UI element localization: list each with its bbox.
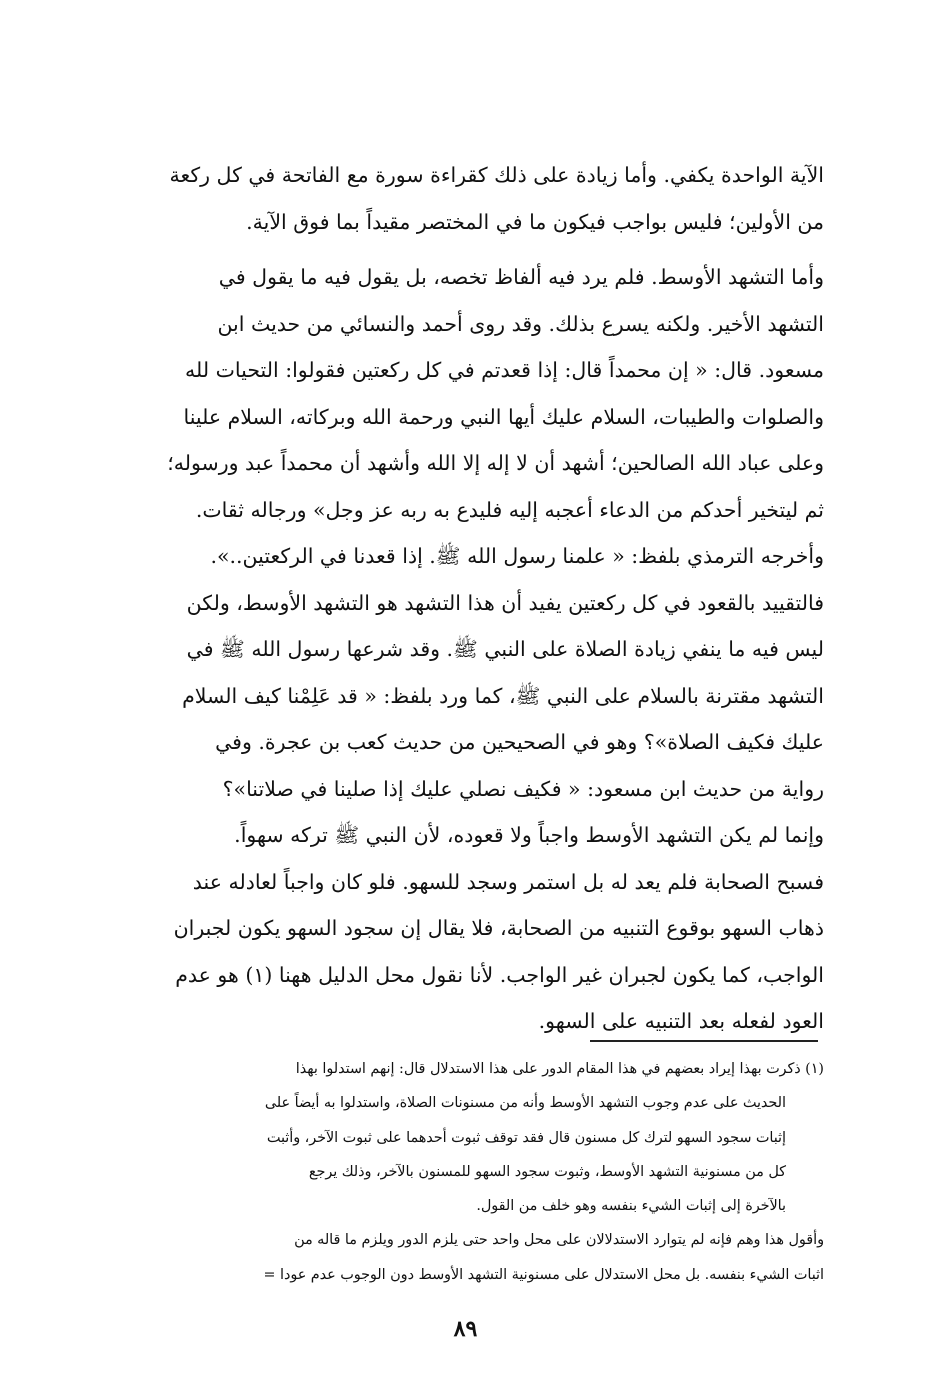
main-text bbox=[112, 152, 824, 1045]
footnote-line: (١) ذكرت بهذا إيراد بعضهم في هذا المقام الدور على هذا الاستدلال قال: إنهم استدلوا بهذا bbox=[295, 1061, 824, 1077]
page-number: ٨٩ bbox=[453, 1316, 478, 1342]
text-line: عليك فكيف الصلاة»؟ وهو في الصحيحين من حديث كعب بن عجرة. وفي bbox=[215, 730, 824, 754]
text-line: التشهد الأخير. ولكنه يسرع بذلك. وقد روى أحمد والنسائي من حديث ابن bbox=[217, 311, 824, 336]
text-line: مسعود. قال: « إن محمداً قال: إذا قعدتم في كل ركعتين فقولوا: التحيات لله bbox=[185, 358, 824, 382]
text-line: ليس فيه ما ينفي زيادة الصلاة على النبي ﷺ. وقد شرعها رسول الله ﷺ في bbox=[186, 637, 824, 661]
text-line: وعلى عباد الله الصالحين؛ أشهد أن لا إله إلا الله وأشهد أن محمداً عبد ورسوله؛ bbox=[167, 451, 824, 475]
text-line: ثم ليتخير أحدكم من الدعاء أعجبه إليه فليدع به ربه عز وجل» ورجاله ثقات. bbox=[195, 497, 824, 522]
footnote-line: وأقول هذا وهم فإنه لم يتوارد الاستدلالان على محل واحد حتى يلزم الدور ويلزم ما قاله من bbox=[294, 1232, 824, 1249]
footnotes bbox=[112, 1052, 824, 1292]
text-line: فالتقييد بالقعود في كل ركعتين يفيد أن هذا التشهد هو التشهد الأوسط، ولكن bbox=[186, 590, 824, 615]
text-line: وأخرجه الترمذي بلفظ: « علمنا رسول الله ﷺ. إذا قعدنا في الركعتين..». bbox=[210, 544, 824, 568]
footnote-line: الحديث على عدم وجوب التشهد الأوسط وأنه من مسنونات الصلاة، واستدلوا به أيضاً على bbox=[264, 1095, 786, 1112]
text-line: التشهد مقترنة بالسلام على النبي ﷺ، كما ورد بلفظ: « قد عَلِمْنا كيف السلام bbox=[182, 683, 824, 708]
footnote-line: كل من مسنونية التشهد الأوسط، وثبوت سجود السهو للمسنون بالآخر، وذلك يرجع bbox=[308, 1163, 786, 1180]
text-line: والصلوات والطيبات، السلام عليك أيها النبي ورحمة الله وبركاته، السلام علينا bbox=[183, 404, 824, 429]
text-line: من الأولين؛ فليس بواجب فيكون ما في المختصر مقيداً بما فوق الآية. bbox=[246, 209, 824, 234]
text-line: رواية من حديث ابن مسعود: « فكيف نصلي عليك إذا صلينا في صلاتنا»؟ bbox=[222, 776, 824, 801]
footnote-line: إثبات سجود السهو لترك كل مسنون قال فقد توقف ثبوت أحدهما على ثبوت الآخر، وأثبت bbox=[266, 1129, 786, 1146]
footnote-line: اثبات الشيء بنفسه. بل محل الاستدلال على مسنونية التشهد الأوسط دون الوجوب عدم عودا = bbox=[263, 1266, 824, 1283]
text-line: وإنما لم يكن التشهد الأوسط واجباً ولا قعوده، لأن النبي ﷺ تركه سهواً. bbox=[234, 823, 824, 847]
footnote-divider bbox=[590, 1040, 818, 1042]
text-line: فسبح الصحابة فلم يعد له بل استمر وسجد للسهو. فلو كان واجباً لعادله عند bbox=[192, 869, 824, 894]
text-line: العود لفعله بعد التنبيه على السهو. bbox=[538, 1009, 824, 1033]
text-line: وأما التشهد الأوسط. فلم يرد فيه ألفاظ تخصه، بل يقول فيه ما يقول في bbox=[218, 265, 824, 289]
text-line: ذهاب السهو بوقوع التنبيه من الصحابة، فلا يقال إن سجود السهو يكون لجبران bbox=[173, 916, 824, 940]
footnote-line: بالآخرة إلى إثبات الشيء بنفسه وهو خلف من القول. bbox=[476, 1198, 786, 1215]
text-line: الآية الواحدة يكفي. وأما زيادة على ذلك كقراءة سورة مع الفاتحة في كل ركعة bbox=[169, 163, 824, 187]
text-line: الواجب، كما يكون لجبران غير الواجب. لأنا نقول محل الدليل ههنا (١) هو عدم bbox=[175, 962, 824, 987]
